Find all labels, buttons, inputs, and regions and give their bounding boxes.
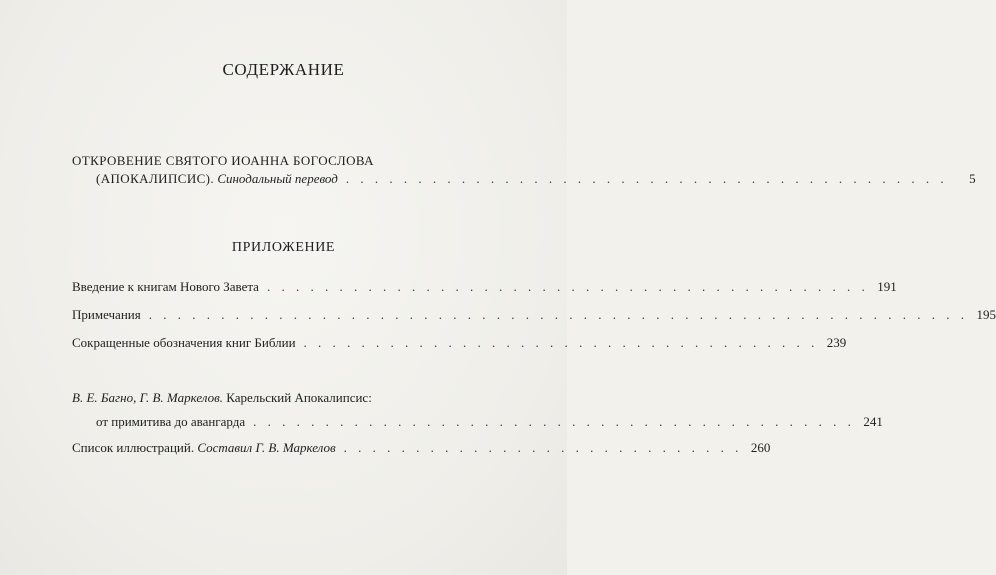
appendix-title: ПРИЛОЖЕНИЕ xyxy=(231,240,336,255)
toc-entry-revelation-caps: (АПОКАЛИПСИС). xyxy=(96,171,215,186)
toc-entry-label: Сокращенные обозначения книг Библии xyxy=(72,335,296,350)
toc-entry-article-authors: В. Е. Багно, Г. В. Маркелов. xyxy=(72,390,223,405)
toc-entry-revelation-line2 xyxy=(72,170,976,188)
page-number: 191 xyxy=(877,279,897,294)
dot-leader: . . . . . . . . . . . . . . . . . . . . . . . . . . . . . . . . . . . . . . . . . . . . . . . . . . . . . . . . . xyxy=(148,307,968,322)
page-title: СОДЕРЖАНИЕ xyxy=(222,60,345,79)
page-number: 195 xyxy=(976,307,996,322)
dot-leader: . . . . . . . . . . . . . . . . . . . . . . . . . . . . xyxy=(343,440,743,455)
dot-leader: . . . . . . . . . . . . . . . . . . . . . . . . . . . . . . . . . . . . . . . . . . xyxy=(345,171,948,186)
page-number: 5 xyxy=(969,171,976,186)
toc-entry-label: Примечания xyxy=(72,307,141,322)
toc-entry-article-title: Карельский Апокалипсис: xyxy=(226,390,372,405)
toc-entry-label: Список иллюстраций. xyxy=(72,440,195,455)
dot-leader: . . . . . . . . . . . . . . . . . . . . . . . . . . . . . . . . . . . . xyxy=(303,335,819,350)
toc-entry-revelation-line1: ОТКРОВЕНИЕ СВЯТОГО ИОАННА БОГОСЛОВА xyxy=(72,153,374,168)
page-number: 239 xyxy=(826,335,847,350)
toc-entry-introduction[interactable] xyxy=(72,278,897,296)
toc-entry-label: Введение к книгам Нового Завета xyxy=(72,279,259,294)
toc-entry-revelation-italic: Синодальный перевод xyxy=(217,171,338,186)
toc-entry-label: от примитива до авангарда xyxy=(96,414,246,429)
toc-entry-notes[interactable] xyxy=(72,306,996,324)
toc-entry-revelation[interactable] xyxy=(72,152,976,188)
page-number: 241 xyxy=(863,414,883,429)
page-number: 260 xyxy=(750,440,771,455)
toc-entry-illustrations[interactable] xyxy=(72,439,771,457)
toc-entry-compiler: Составил Г. В. Маркелов xyxy=(197,440,336,455)
toc-entry-abbreviations[interactable] xyxy=(72,334,847,352)
toc-entry-article-line2 xyxy=(72,413,883,431)
dot-leader: . . . . . . . . . . . . . . . . . . . . . . . . . . . . . . . . . . . . . . . . . . xyxy=(266,279,869,294)
toc-entry-article-line1 xyxy=(72,389,501,407)
dot-leader: . . . . . . . . . . . . . . . . . . . . . . . . . . . . . . . . . . . . . . . . . . xyxy=(253,414,855,429)
toc-entry-article[interactable] xyxy=(72,389,883,431)
